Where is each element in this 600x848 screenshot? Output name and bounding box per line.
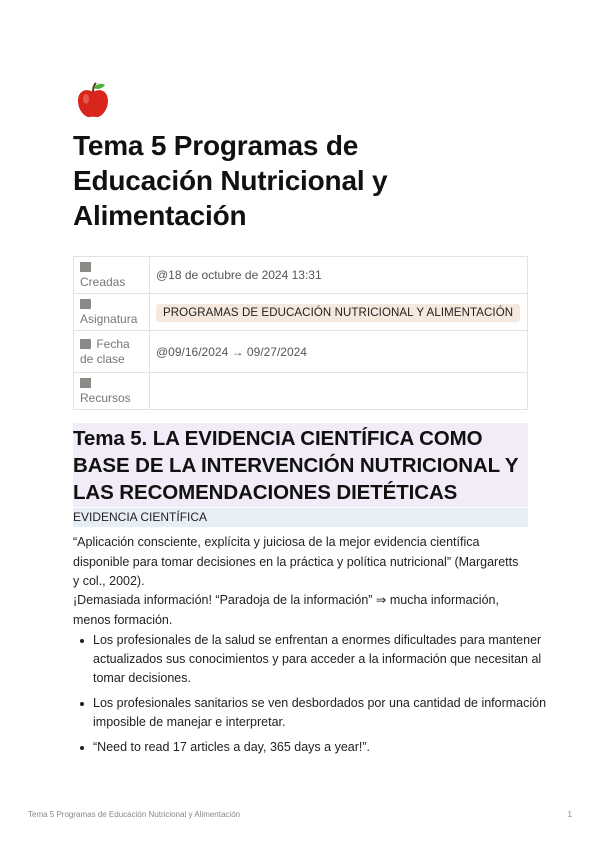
property-value[interactable]: @18 de octubre de 2024 13:31	[150, 257, 528, 294]
property-row-fecha	[74, 331, 528, 373]
property-label: Recursos	[80, 391, 131, 405]
list-item: Los profesionales sanitarios se ven desbordados por una cantidad de información imposible de manejar e interpretar.	[93, 694, 548, 732]
section-heading: Tema 5. LA EVIDENCIA CIENTÍFICA COMO BASE DE LA INTERVENCIÓN NUTRICIONAL Y LAS RECOMENDACIONES DIETÉTICAS	[73, 423, 528, 507]
property-label: Creadas	[80, 275, 126, 289]
property-value[interactable]	[150, 373, 528, 410]
page-footer	[28, 810, 572, 819]
list-item: “Need to read 17 articles a day, 365 days a year!”.	[93, 738, 548, 757]
paragraph-information: ¡Demasiada información! “Paradoja de la información” ⇒ mucha información, menos formación.	[73, 593, 499, 627]
apple-icon	[73, 80, 113, 120]
property-label: Asignatura	[80, 312, 138, 326]
property-key	[74, 373, 150, 410]
properties-table	[73, 256, 528, 410]
property-row-asignatura	[74, 294, 528, 331]
subsection-heading: EVIDENCIA CIENTÍFICA	[73, 508, 528, 527]
property-key	[74, 257, 150, 294]
property-icon	[80, 299, 91, 309]
subject-tag[interactable]: PROGRAMAS DE EDUCACIÓN NUTRICIONAL Y ALIMENTACIÓN	[156, 304, 520, 322]
property-icon	[80, 262, 91, 272]
property-key	[74, 331, 150, 373]
property-key	[74, 294, 150, 331]
property-icon	[80, 378, 91, 388]
property-row-recursos	[74, 373, 528, 410]
list-item: Los profesionales de la salud se enfrentan a enormes dificultades para mantener actualizados sus conocimientos y para acceder a la información que necesitan al tomar decisiones.	[93, 631, 548, 688]
property-row-creadas	[74, 257, 528, 294]
page-number: 1	[567, 810, 572, 819]
paragraph-definition: “Aplicación consciente, explícita y juiciosa de la mejor evidencia científica disponible para tomar decisiones en la práctica y política nutricional” (Margaretts y col., 2002).	[73, 535, 519, 588]
property-label: Fecha de clase	[80, 336, 130, 366]
property-value[interactable]	[150, 294, 528, 331]
footer-title: Tema 5 Programas de Educación Nutricional y Alimentación	[28, 810, 241, 819]
bullet-list	[73, 631, 548, 763]
property-icon	[80, 339, 91, 349]
page-title: Tema 5 Programas de Educación Nutricional y Alimentación	[73, 130, 388, 231]
property-value[interactable]: @09/16/2024 → 09/27/2024	[150, 331, 528, 373]
